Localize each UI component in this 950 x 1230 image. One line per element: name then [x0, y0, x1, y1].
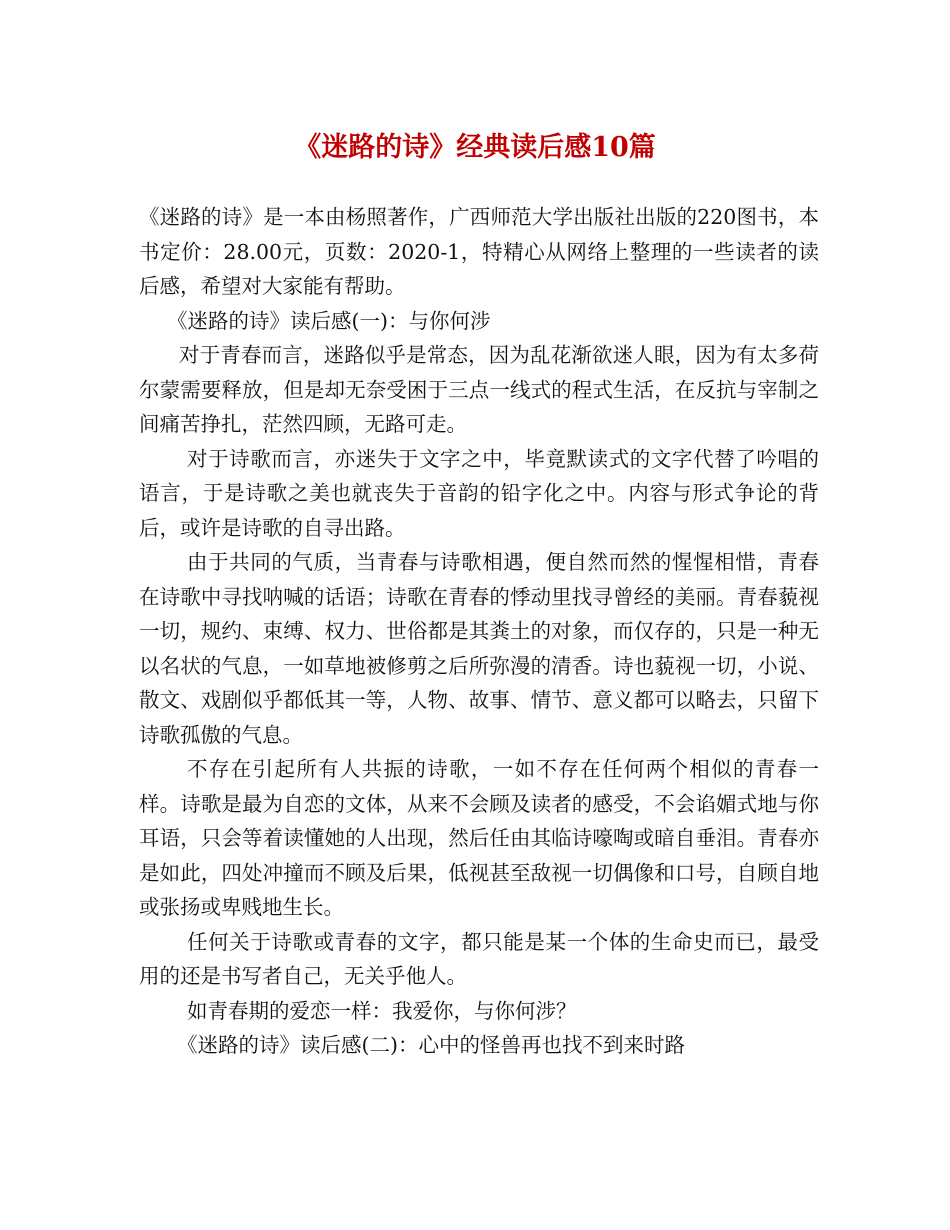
intro-paragraph: 《迷路的诗》是一本由杨照著作，广西师范大学出版社出版的220图书，本书定价：28.00元，页数：2020-1，特精心从网络上整理的一些读者的读后感，希望对大家能有帮助。: [139, 205, 819, 298]
section-heading-1: 《迷路的诗》读后感(一)：与你何涉: [167, 308, 491, 333]
body-paragraph: 任何关于诗歌或青春的文字，都只能是某一个体的生命史而已，最受用的还是书写者自己，无关乎他人。: [139, 929, 819, 988]
body-paragraph: 由于共同的气质，当青春与诗歌相遇，便自然而然的惺惺相惜，青春在诗歌中寻找呐喊的话语；诗歌在青春的悸动里找寻曾经的美丽。青春藐视一切，规约、束缚、权力、世俗都是其粪土的对象，而仅存的，只是一种无以名状的气息，一如草地被修剪之后所弥漫的清香。诗也藐视一切，小说、散文、戏剧似乎都低其一等，人物、故事、情节、意义都可以略去，只留下诗歌孤傲的气息。: [139, 550, 819, 747]
document-body: [139, 200, 819, 1063]
document-title: 《迷路的诗》经典读后感10篇: [294, 132, 656, 163]
body-paragraph: 对于诗歌而言，亦迷失于文字之中，毕竟默读式的文字代替了吟唱的语言，于是诗歌之美也就丧失于音韵的铅字化之中。内容与形式争论的背后，或许是诗歌的自寻出路。: [139, 446, 819, 540]
body-paragraph: 对于青春而言，迷路似乎是常态，因为乱花渐欲迷人眼，因为有太多荷尔蒙需要释放，但是却无奈受困于三点一线式的程式生活，在反抗与宰制之间痛苦挣扎，茫然四顾，无路可走。: [139, 343, 819, 436]
body-paragraph: 不存在引起所有人共振的诗歌，一如不存在任何两个相似的青春一样。诗歌是最为自恋的文体，从来不会顾及读者的感受，不会谄媚式地与你耳语，只会等着读懂她的人出现，然后任由其临诗嚎啕或暗自垂泪。青春亦是如此，四处冲撞而不顾及后果，低视甚至敌视一切偶像和口号，自顾自地或张扬或卑贱地生长。: [139, 757, 819, 919]
section-heading-2: 《迷路的诗》读后感(二)：心中的怪兽再也找不到来时路: [177, 1033, 685, 1057]
body-paragraph: 如青春期的爱恋一样：我爱你，与你何涉？: [187, 998, 577, 1023]
